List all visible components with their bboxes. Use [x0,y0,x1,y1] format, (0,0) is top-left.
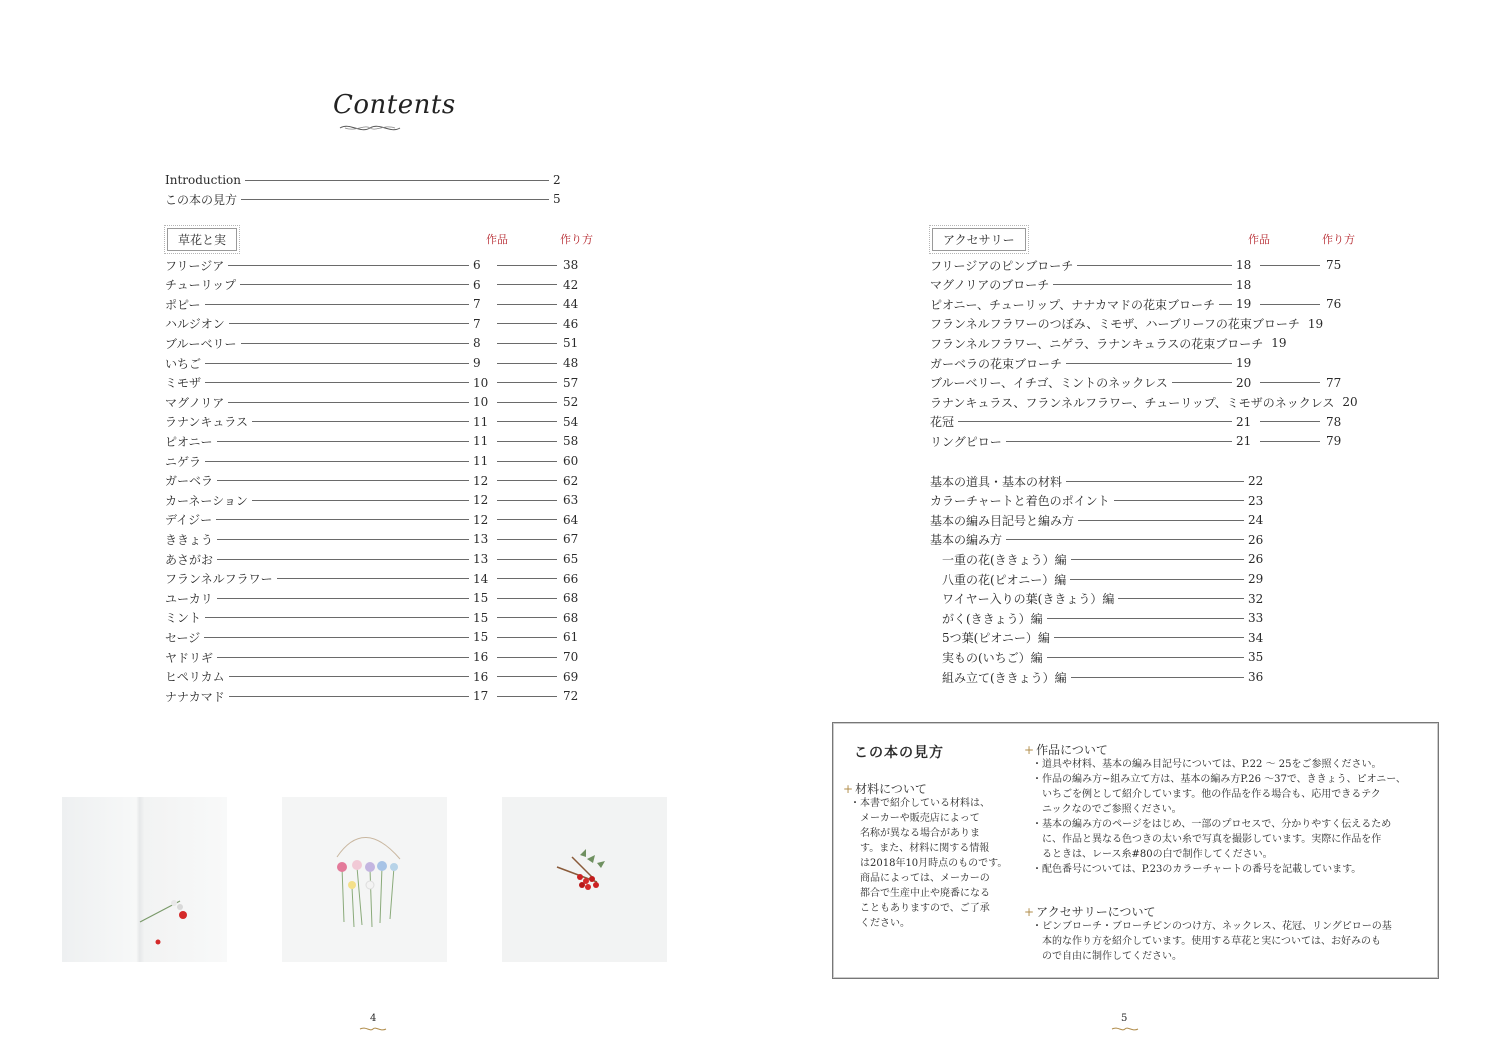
materials-heading [843,780,927,797]
leader-line [1066,363,1232,364]
toc-page: 26 [1248,552,1264,567]
toc-instructions-page: 64 [563,512,579,527]
materials-text: ・本書で紹介している材料は、 メーカーや販売店によって 名称が異なる場合がありま す。また、材料に関する情報 は2018年10月時点のものです。 商品によっては、メーカーの 都合で生産中止や廃番になる こともありますので、ご了承 ください。 [850,798,1008,929]
toc-page: 16 [473,650,489,664]
leader-line [229,323,469,324]
leader-line [497,500,557,501]
toc-instructions-page: 38 [563,258,579,272]
leader-line [497,676,557,677]
toc-row[interactable] [930,333,1348,353]
leader-line [217,539,469,540]
toc-label: 基本の編み方 [930,533,1003,548]
toc-row[interactable] [930,412,1348,432]
toc-label: 基本の道具・基本の材料 [930,474,1063,489]
accessories-heading-text: アクセサリーについて [1036,905,1156,919]
leader-line [1260,421,1320,422]
toc-page: 12 [473,493,489,508]
toc-row[interactable] [165,255,585,275]
toc-page: 22 [1248,474,1264,488]
toc-page: 7 [473,297,481,312]
leader-line [1077,265,1232,266]
toc-label: 基本の編み目記号と編み方 [930,513,1075,528]
toc-instructions-page: 63 [563,493,579,508]
toc-page: 14 [473,571,489,586]
toc-label: フランネルフラワー [165,572,273,587]
leader-line [1053,284,1232,285]
toc-row[interactable] [165,647,585,667]
leader-line [1070,579,1244,580]
column-header-instructions: 作り方 [1322,233,1355,246]
leader-line [497,441,557,442]
toc-page: 35 [1248,650,1264,665]
toc-label: ワイヤー入りの葉(ききょう）編 [942,592,1115,607]
toc-page: 32 [1248,591,1264,606]
photo-freesia [62,797,227,962]
toc-page: 29 [1248,572,1264,586]
leader-line [497,343,557,344]
toc-label: 八重の花(ピオニー）編 [942,572,1067,587]
leader-line [497,284,557,285]
leader-line [241,343,469,344]
toc-instructions-page: 67 [563,532,579,547]
toc-label: セージ [165,630,201,645]
toc-instructions-page: 61 [563,630,579,645]
toc-page: 36 [1248,670,1264,684]
toc-page: 2 [553,173,561,187]
title-ornament [335,122,405,134]
toc-label: リングピロー [930,434,1002,449]
leader-line [241,199,549,200]
toc-label: ユーカリ [165,591,213,606]
leader-line [497,402,557,403]
toc-page: 11 [473,454,489,468]
toc-label: マグノリアのブローチ [930,278,1050,293]
leader-line [497,637,557,638]
freesia-illustration [62,797,227,962]
toc-page: 11 [473,434,489,449]
leader-line [217,657,469,658]
leader-line [217,559,469,560]
toc-row[interactable] [165,569,585,589]
column-header-works: 作品 [486,233,508,246]
toc-label: ヤドリギ [165,650,214,665]
toc-label: ブルーベリー [165,336,237,351]
toc-page: 13 [473,552,489,566]
toc-label: フランネルフラワー、ニゲラ、ラナンキュラスの花束ブローチ [930,336,1264,351]
toc-page: 6 [473,277,481,292]
toc-row[interactable] [165,373,585,393]
toc-page: 20 [1342,395,1358,410]
toc-row[interactable] [165,529,585,549]
toc-instructions-page: 76 [1326,297,1342,312]
leader-line [1071,677,1244,678]
toc-label: 花冠 [930,415,955,430]
toc-label: ナナカマド [165,689,225,704]
leader-line [497,461,557,462]
toc-instructions-page: 60 [563,454,579,468]
photo-bouquet [282,797,447,962]
toc-label: ガーベラの花束ブローチ [930,356,1063,371]
toc-page: 19 [1236,356,1252,370]
leader-line [1078,520,1244,521]
leader-line [1219,304,1232,305]
works-text: ・道具や材料、基本の編み目記号については、P.22 ～ 25をご参照ください。 ・作品の編み方~組み立て方は、基本の編み方P.26 ～37で、ききょう、ピオニー、 いちごを例として紹介しています。他の作品を作る場合も、応用できるテク ニックなのでご参照ください。 ・基本の編み方のページをはじめ、一部のプロセスで、分かりやすく伝えるため に、作品と異なる色つきの太い糸で写真を撮影しています。実際に作品を作 るときは、レース糸#80の白で制作してください。 ・配色番号については、P.23のカラーチャートの番号を記載しています。 [1032,759,1406,875]
toc-instructions-page: 72 [563,689,579,704]
leader-line [1172,382,1232,383]
toc-label: ミント [165,611,202,626]
leader-line [240,284,469,285]
page-ornament-right [1110,1026,1140,1032]
leader-line [497,519,557,520]
toc-page: 6 [473,258,481,272]
toc-label: あさがお [165,552,214,567]
toc-row[interactable] [930,628,1270,648]
toc-page: 17 [473,689,489,704]
toc-row[interactable] [165,608,585,628]
toc-instructions-page: 51 [563,336,579,351]
section-heading-plants: 草花と実 [167,228,237,251]
leader-line [497,323,557,324]
toc-row[interactable] [930,373,1348,393]
toc-label: フランネルフラワーのつぼみ、ミモザ、ハーブリーフの花束ブローチ [930,317,1300,332]
toc-label: デイジー [165,513,213,528]
leader-line [228,265,469,266]
toc-page: 33 [1248,611,1264,626]
toc-row[interactable] [930,275,1348,295]
toc-label: この本の見方 [165,192,238,207]
toc-row[interactable] [930,589,1270,609]
toc-label: カーネーション [165,493,248,508]
toc-page: 16 [473,669,489,684]
toc-label: ピオニー、チューリップ、ナナカマドの花束ブローチ [930,297,1216,312]
toc-row[interactable] [165,588,585,608]
toc-row[interactable] [930,530,1270,550]
leader-line [277,578,469,579]
toc-row[interactable] [930,510,1270,530]
toc-label: カラーチャートと着色のポイント [930,494,1110,509]
toc-row[interactable] [930,294,1348,314]
toc-row[interactable] [930,255,1348,275]
toc-label: フリージア [165,258,225,273]
toc-page: 8 [473,336,481,351]
toc-instructions-page: 62 [563,473,579,488]
toc-page: 12 [473,512,489,527]
toc-row-introduction[interactable] [165,170,575,190]
toc-row[interactable] [165,392,585,412]
leader-line [497,363,557,364]
works-heading-text: 作品について [1036,743,1108,757]
toc-instructions-page: 75 [1326,258,1342,272]
leader-line [497,382,557,383]
toc-instructions-page: 68 [563,591,579,606]
page-number-right: 5 [1121,1013,1128,1024]
leader-line [229,676,469,677]
toc-row[interactable] [165,549,585,569]
toc-row[interactable] [165,471,585,491]
leader-line [497,480,557,481]
leader-line [1047,657,1244,658]
leader-line [497,421,557,422]
leader-line [205,363,469,364]
leader-line [217,480,469,481]
toc-page: 24 [1248,513,1264,528]
toc-row[interactable] [165,686,585,706]
toc-label: いちご [165,356,202,371]
toc-instructions-page: 66 [563,571,579,586]
toc-row[interactable] [165,627,585,647]
toc-page: 19 [1271,336,1287,351]
rowan-illustration [502,797,667,962]
toc-row[interactable] [165,275,585,295]
page-ornament-left [358,1026,388,1032]
toc-page: 5 [553,192,561,206]
section-heading-accessories: アクセサリー [932,228,1026,251]
toc-page: 26 [1248,532,1264,547]
toc-instructions-page: 42 [563,277,579,292]
leader-line [205,382,469,383]
leader-line [1260,382,1320,383]
toc-row-how-to-read[interactable] [165,189,575,209]
leader-line [229,696,469,697]
toc-row[interactable] [930,569,1270,589]
toc-page: 19 [1307,316,1324,331]
toc-label: チューリップ [165,278,237,293]
page-title: Contents [333,90,456,120]
toc-page: 15 [473,630,489,645]
toc-instructions-page: 44 [563,297,579,312]
leader-line [1054,637,1244,638]
leader-line [245,180,549,181]
leader-line [497,657,557,658]
toc-page: 11 [473,414,489,429]
toc-instructions-page: 57 [563,375,579,390]
toc-row[interactable] [165,353,585,373]
toc-page: 15 [473,610,489,625]
leader-line [1260,265,1320,266]
toc-page: 18 [1236,277,1252,292]
leader-line [958,421,1232,422]
leader-line [497,696,557,697]
toc-instructions-page: 46 [563,316,579,331]
toc-instructions-page: 54 [563,414,579,429]
toc-label: ヒペリカム [165,670,225,685]
toc-page: 18 [1236,258,1252,272]
toc-row[interactable] [930,431,1348,451]
toc-label: ニゲラ [165,454,202,469]
leader-line [1118,598,1244,599]
toc-page: 34 [1248,630,1264,645]
toc-row[interactable] [165,667,585,687]
toc-row[interactable] [930,608,1270,628]
toc-instructions-page: 77 [1326,375,1342,390]
leader-line [497,617,557,618]
leader-line [217,441,469,442]
toc-label: フリージアのピンブローチ [930,258,1074,273]
toc-instructions-page: 79 [1326,434,1342,449]
bouquet-illustration [282,797,447,962]
toc-instructions-page: 48 [563,356,579,370]
leader-line [1260,304,1320,305]
accessories-heading [1024,903,1155,920]
toc-row[interactable] [165,510,585,530]
toc-page: 21 [1236,434,1252,449]
plus-icon: + [1024,743,1035,757]
toc-label: 一重の花(ききょう）編 [942,552,1067,567]
leader-line [252,500,469,501]
toc-label: ききょう [165,532,214,547]
leader-line [217,598,469,599]
toc-label: ポピー [165,297,201,312]
toc-label: ガーベラ [165,474,214,489]
column-header-works: 作品 [1248,233,1270,246]
leader-line [1260,441,1320,442]
toc-row[interactable] [165,431,585,451]
toc-row[interactable] [930,353,1348,373]
toc-page: 12 [473,473,489,488]
plus-icon: + [1024,905,1035,919]
leader-line [497,539,557,540]
leader-line [205,304,469,305]
leader-line [497,578,557,579]
toc-label: ピオニー [165,434,213,449]
toc-row[interactable] [165,294,585,314]
toc-label: 組み立て(ききょう）編 [942,670,1067,685]
leader-line [1066,481,1244,482]
leader-line [1006,441,1232,442]
leader-line [497,304,557,305]
toc-row[interactable] [165,314,585,334]
toc-row[interactable] [930,314,1348,334]
toc-page: 19 [1236,297,1252,312]
toc-label: マグノリア [165,395,225,410]
toc-label: ハルジオン [165,317,225,332]
toc-row[interactable] [930,471,1270,491]
leader-line [1047,618,1244,619]
toc-row[interactable] [930,647,1270,667]
works-heading [1024,741,1108,758]
toc-row[interactable] [165,490,585,510]
leader-line [204,637,469,638]
leader-line [497,559,557,560]
toc-page: 23 [1248,493,1264,508]
toc-instructions-page: 68 [563,610,579,625]
toc-row[interactable] [165,451,585,471]
page-number-left: 4 [370,1013,377,1024]
accessories-text: ・ピンブローチ・ブローチピンのつけ方、ネックレス、花冠、リングピローの基 本的な作り方を紹介しています。使用する草花と実については、お好みのも ので自由に制作してください。 [1032,921,1392,962]
toc-page: 13 [473,532,489,547]
toc-instructions-page: 52 [563,395,579,410]
toc-instructions-page: 58 [563,434,579,449]
toc-instructions-page: 70 [563,650,579,664]
leader-line [497,265,557,266]
toc-page: 9 [473,356,481,370]
toc-page: 15 [473,591,489,606]
toc-label: ブルーベリー、イチゴ、ミントのネックレス [930,376,1168,391]
photo-rowan [502,797,667,962]
leader-line [216,519,469,520]
toc-instructions-page: 78 [1326,414,1342,429]
toc-row[interactable] [930,667,1270,687]
toc-page: 7 [473,316,481,331]
materials-heading-text: 材料について [855,782,927,796]
toc-label: Introduction [165,173,241,187]
leader-line [1006,539,1244,540]
toc-row[interactable] [165,333,585,353]
column-header-instructions: 作り方 [560,233,593,246]
leader-line [1071,559,1244,560]
toc-instructions-page: 65 [563,552,579,566]
leader-line [205,461,469,462]
leader-line [228,402,469,403]
toc-row[interactable] [165,412,585,432]
toc-label: ラナンキュラス [165,415,249,430]
toc-instructions-page: 69 [563,669,579,684]
toc-label: ラナンキュラス、フランネルフラワー、チューリップ、ミモザのネックレス [930,395,1335,410]
toc-page: 10 [473,395,489,410]
toc-row[interactable] [930,549,1270,569]
toc-label: ミモザ [165,376,202,391]
toc-label: 5つ葉(ピオニー）編 [942,631,1050,646]
plus-icon: + [843,782,854,796]
toc-label: がく(ききょう）編 [942,611,1043,626]
info-title: この本の見方 [854,745,944,761]
toc-label: 実もの(いちご）編 [942,650,1043,665]
toc-page: 20 [1236,375,1252,390]
toc-row[interactable] [930,392,1358,412]
toc-page: 21 [1236,414,1252,429]
toc-page: 10 [473,375,489,390]
leader-line [252,421,469,422]
leader-line [205,617,469,618]
leader-line [497,598,557,599]
toc-row[interactable] [930,491,1270,511]
leader-line [1114,500,1244,501]
